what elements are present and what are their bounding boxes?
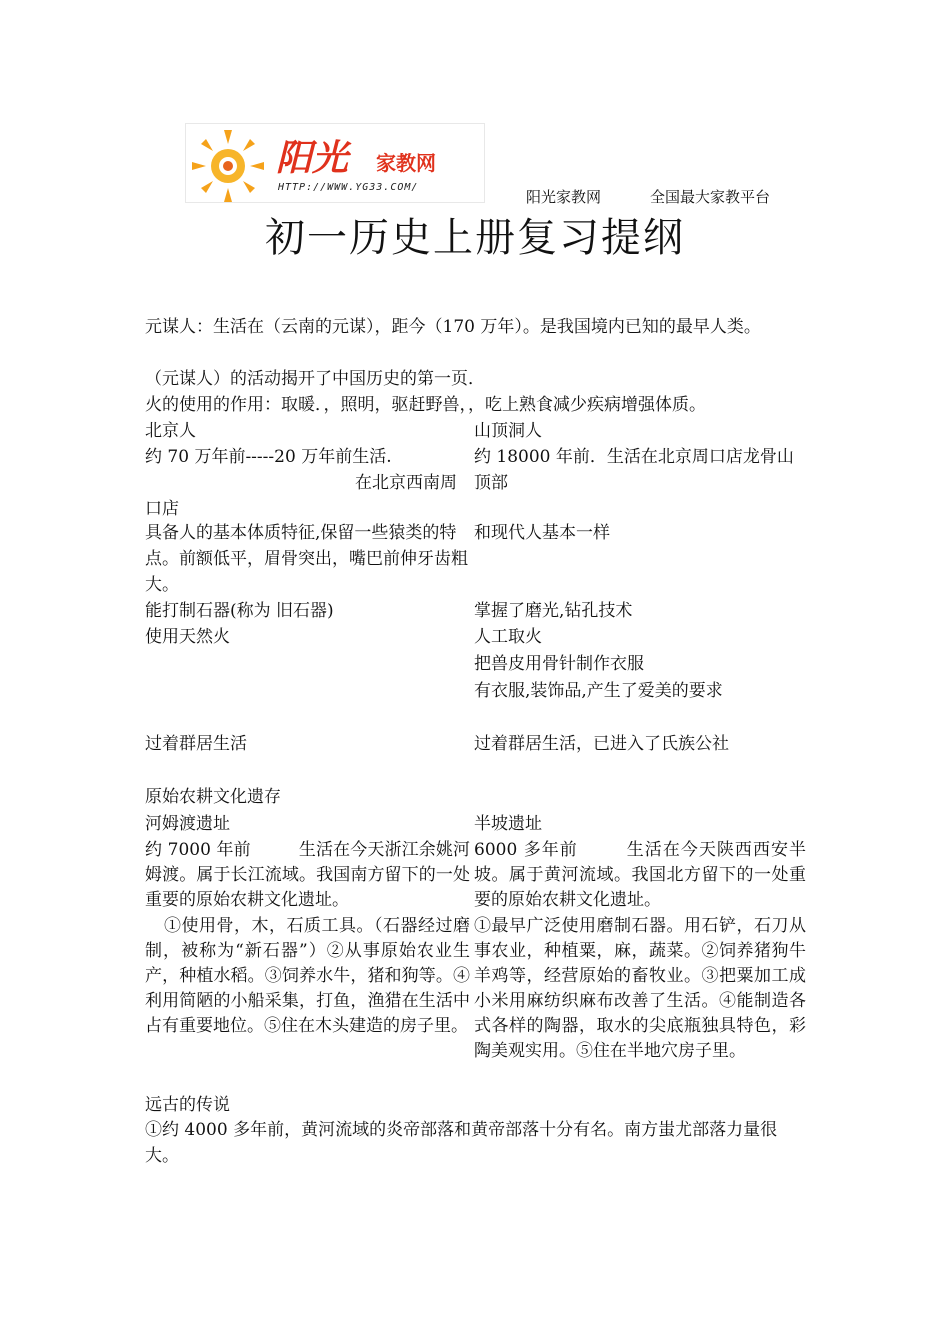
section-legends-heading: 远古的传说 (145, 1095, 230, 1115)
section-agriculture-heading: 原始农耕文化遗存 (145, 787, 281, 807)
logo-sub-text: 家教网 (376, 151, 436, 175)
peking-man-name: 北京人 (145, 421, 196, 441)
peking-man-life: 过着群居生活 (145, 734, 247, 754)
hemudu-intro-text: 生活在今天浙江余姚河姆渡。属于长江流域。我国南方留下的一处重要的原始农耕文化遗址。 (145, 840, 470, 910)
intro-line-3: 火的使用的作用：取暖．，照明，驱赶野兽，，吃上熟食减少疾病增强体质。 (145, 395, 706, 415)
hemudu-intro (145, 838, 470, 913)
upper-cave-man-life: 过着群居生活，已进入了氏族公社 (474, 734, 729, 754)
peking-man-time: 约 70 万年前-----20 万年前生活. (145, 447, 392, 467)
upper-cave-man-fire: 人工取火 (474, 627, 542, 647)
site-slogan: 全国最大家教平台 (650, 188, 771, 206)
peking-man-traits: 具备人的基本体质特征,保留一些猿类的特点。前额低平，眉骨突出，嘴巴前伸牙齿粗大。 (145, 523, 468, 595)
banpo-intro-text: 生活在今天陕西西安半坡。属于黄河流域。我国北方留下的一处重要的原始农耕文化遗址。 (474, 840, 806, 910)
page-title: 初一历史上册复习提纲 (265, 215, 685, 261)
intro-line-1: 元谋人：生活在（云南的元谋），距今（170 万年）。是我国境内已知的最早人类。 (145, 317, 761, 337)
upper-cave-man-time: 约 18000 年前．生活在北京周口店龙骨山顶部 (474, 447, 794, 493)
hemudu-detail: ①使用骨，木，石质工具。（石器经过磨制，被称为“新石器”）②从事原始农业生产，种植水稻。③饲养水牛，猪和狗等。④利用简陋的小船采集，打鱼，渔猎在生活中占有重要地位。⑤住在木头建造的房子里。 (145, 916, 470, 1036)
site-name: 阳光家教网 (526, 188, 602, 206)
sun-logo-icon (186, 124, 485, 203)
upper-cave-man-tools: 掌握了磨光,钻孔技术 (474, 601, 633, 621)
legends-line-1: ①约 4000 多年前，黄河流域的炎帝部落和黄帝部落十分有名。南方蚩尤部落力量很大。 (145, 1120, 778, 1166)
upper-cave-man-traits: 和现代人基本一样 (474, 523, 610, 543)
peking-man-fire: 使用天然火 (145, 627, 230, 647)
logo-url-text: HTTP://WWW.YG33.COM/ (278, 182, 419, 193)
upper-cave-man-beauty: 有衣服,装饰品,产生了爱美的要求 (474, 681, 723, 701)
upper-cave-man-name: 山顶洞人 (474, 421, 542, 441)
peking-man-place-2: 口店 (145, 499, 179, 519)
banpo-detail: ①最早广泛使用磨制石器。用石铲，石刀从事农业，种植粟，麻，蔬菜。②饲养猪狗牛羊鸡等，经营原始的畜牧业。③把粟加工成小米用麻纺织麻布改善了生活。④能制造各式各样的陶器，取水的尖底瓶独具特色，彩陶美观实用。⑤住在半地穴房子里。 (474, 916, 806, 1061)
intro-line-2: （元谋人）的活动揭开了中国历史的第一页． (145, 369, 485, 389)
logo-main-text: 阳光 (276, 137, 349, 179)
peking-man-tools: 能打制石器(称为 旧石器) (145, 601, 334, 621)
banpo-intro (474, 838, 806, 913)
peking-man-place-1: 在北京西南周 (355, 473, 457, 493)
hemudu-intro-time: 约 7000 年前 (145, 840, 251, 860)
banpo-intro-time: 6000 多年前 (474, 840, 578, 860)
hemudu-name: 河姆渡遗址 (145, 814, 230, 834)
upper-cave-man-clothes: 把兽皮用骨针制作衣服 (474, 654, 644, 674)
site-logo (185, 123, 485, 203)
banpo-name: 半坡遗址 (474, 814, 542, 834)
